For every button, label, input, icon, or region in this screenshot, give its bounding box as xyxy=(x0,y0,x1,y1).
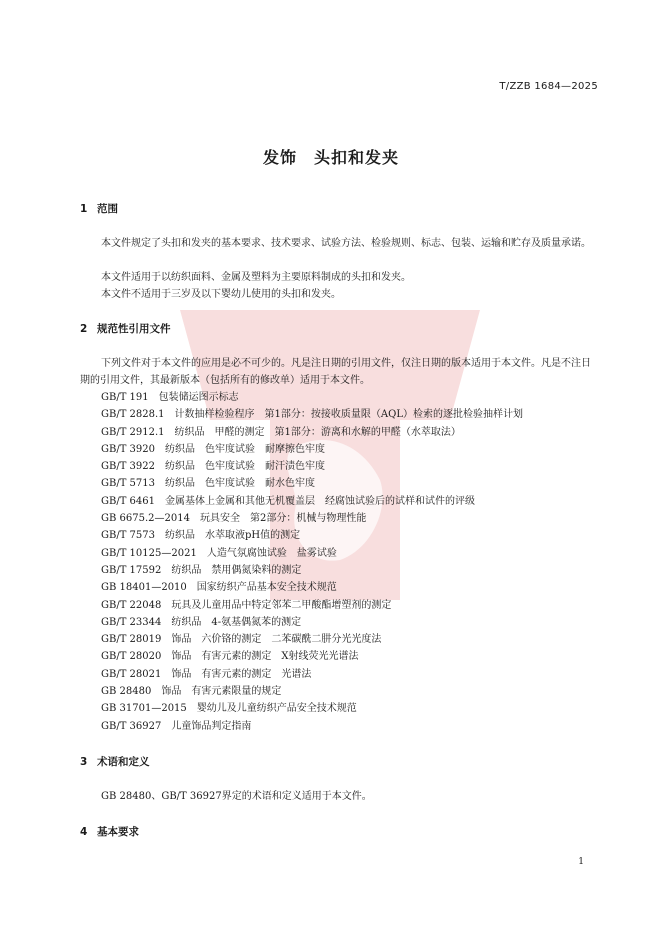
document-title: 发饰 头扣和发夹 xyxy=(262,148,399,167)
reference-item: GB/T 5713 纺织品 色牢度试验 耐水色牢度 xyxy=(101,478,316,490)
reference-item: GB/T 3920 纺织品 色牢度试验 耐摩擦色牢度 xyxy=(101,443,326,455)
normative-intro: 下列文件对于本文件的应用是必不可少的。凡是注日期的引用文件，仅注日期的版本适用于本文件。凡是不注日期的引用文件，其最新版本（包括所有的修改单）适用于本文件。 xyxy=(80,358,591,386)
section-heading-normative xyxy=(80,321,171,336)
reference-item: GB 18401—2010 国家纺织产品基本安全技术规范 xyxy=(101,582,337,594)
section-number: 2 xyxy=(80,323,88,335)
scope-paragraph-1: 本文件规定了头扣和发夹的基本要求、技术要求、试验方法、检验规则、标志、包装、运输和贮存及质量承诺。 xyxy=(101,238,591,249)
reference-item: GB/T 6461 金属基体上金属和其他无机覆盖层 经腐蚀试验后的试样和试件的评级 xyxy=(101,495,476,507)
reference-item: GB/T 17592 纺织品 禁用偶氮染料的测定 xyxy=(101,564,302,576)
section-number: 1 xyxy=(80,203,88,215)
terms-paragraph: GB 28480、GB/T 36927界定的术语和定义适用于本文件。 xyxy=(101,791,372,802)
reference-item: GB/T 2828.1 计数抽样检验程序 第1部分：按接收质量限（AQL）检索的逐批检验抽样计划 xyxy=(101,409,523,421)
reference-item: GB/T 191 包装储运图示标志 xyxy=(101,392,239,403)
standard-number: T/ZZB 1684—2025 xyxy=(499,81,598,92)
reference-item: GB 6675.2—2014 玩具安全 第2部分：机械与物理性能 xyxy=(101,513,367,525)
reference-item: GB/T 23344 纺织品 4-氨基偶氮苯的测定 xyxy=(101,616,302,628)
section-heading-basic xyxy=(80,824,139,839)
page-number: 1 xyxy=(578,857,584,867)
reference-item: GB/T 2912.1 纺织品 甲醛的测定 第1部分：游离和水解的甲醛（水萃取法） xyxy=(101,426,461,438)
reference-item: GB/T 36927 儿童饰品判定指南 xyxy=(101,720,252,732)
section-title: 基本要求 xyxy=(97,826,139,838)
section-heading-scope xyxy=(80,201,118,216)
section-number: 4 xyxy=(80,826,88,838)
section-title: 范围 xyxy=(97,203,118,215)
scope-paragraph-3: 本文件不适用于三岁及以下婴幼儿使用的头扣和发夹。 xyxy=(101,289,341,300)
reference-item: GB/T 28020 饰品 有害元素的测定 X射线荧光光谱法 xyxy=(101,651,359,663)
reference-list xyxy=(101,389,523,735)
reference-item: GB/T 3922 纺织品 色牢度试验 耐汗渍色牢度 xyxy=(101,461,326,473)
reference-item: GB/T 28021 饰品 有害元素的测定 光谱法 xyxy=(101,668,312,680)
section-title: 规范性引用文件 xyxy=(97,323,171,335)
section-number: 3 xyxy=(80,756,88,768)
reference-item: GB 31701—2015 婴幼儿及儿童纺织产品安全技术规范 xyxy=(101,703,357,715)
reference-item: GB/T 10125—2021 人造气氛腐蚀试验 盐雾试验 xyxy=(101,547,337,559)
reference-item: GB 28480 饰品 有害元素限量的规定 xyxy=(101,686,282,698)
scope-paragraph-2: 本文件适用于以纺织面料、金属及塑料为主要原料制成的头扣和发夹。 xyxy=(101,272,411,283)
section-title: 术语和定义 xyxy=(97,756,150,768)
reference-item: GB/T 7573 纺织品 水萃取液pH值的测定 xyxy=(101,530,301,542)
reference-item: GB/T 22048 玩具及儿童用品中特定邻苯二甲酸酯增塑剂的测定 xyxy=(101,599,392,611)
reference-item: GB/T 28019 饰品 六价铬的测定 二苯碳酰二肼分光光度法 xyxy=(101,634,382,646)
section-heading-terms xyxy=(80,754,150,769)
